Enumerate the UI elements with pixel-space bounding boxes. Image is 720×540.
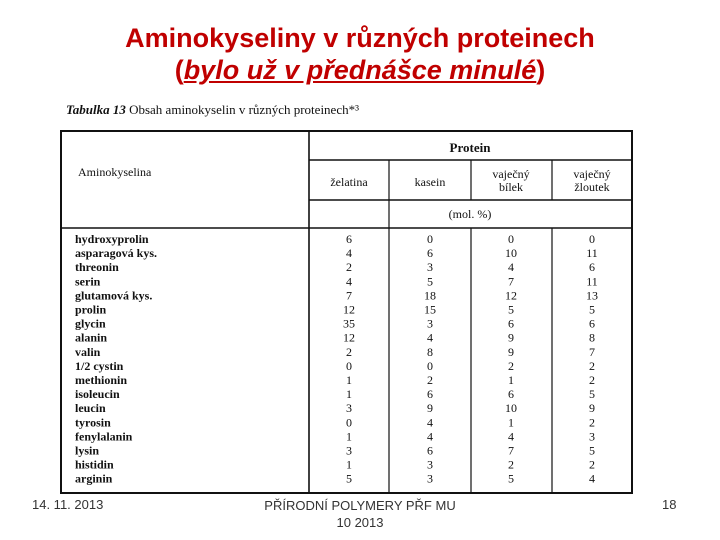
col-header-2-b: bílek — [499, 180, 523, 194]
title-paren-close: ) — [536, 55, 546, 85]
table-cell: 12 — [343, 330, 355, 345]
table-cell: 7 — [508, 443, 514, 458]
table-cell: 3 — [427, 457, 433, 472]
table-cell: 2 — [427, 373, 433, 387]
table-cell: 0 — [346, 358, 352, 373]
table-cell: 11 — [586, 246, 598, 261]
table-cell: 9 — [508, 344, 514, 359]
table-cell: 0 — [427, 358, 433, 373]
table-cell: 3 — [346, 443, 352, 458]
table-cell: 7 — [508, 274, 514, 289]
table-cell: 7 — [346, 288, 352, 303]
row-label: methionin — [75, 373, 128, 387]
table-cell: 10 — [505, 246, 517, 261]
row-label: isoleucin — [75, 387, 120, 402]
row-label: asparagová kys. — [75, 246, 158, 261]
table-cell: 12 — [505, 288, 517, 303]
table-cell: 6 — [427, 387, 433, 402]
table-cell: 5 — [427, 274, 433, 289]
table-cell: 1 — [346, 387, 352, 402]
table-cell: 8 — [589, 330, 595, 345]
table-cell: 4 — [346, 246, 352, 261]
table-cell: 5 — [589, 302, 595, 317]
table-cell: 1 — [346, 373, 352, 387]
table-cell: 5 — [346, 471, 352, 486]
table-cell: 9 — [589, 401, 595, 416]
col-header-3: vaječný — [573, 167, 611, 181]
table-cell: 12 — [343, 302, 355, 317]
table-cell: 4 — [508, 260, 514, 275]
col-header-amino: Aminokyselina — [78, 165, 152, 179]
table-cell: 13 — [586, 288, 598, 303]
table-cell: 15 — [424, 302, 436, 317]
row-label: valin — [75, 344, 101, 359]
col-header-3-b: žloutek — [574, 180, 610, 194]
table-cell: 1 — [346, 429, 352, 444]
table-cell: 0 — [508, 232, 514, 246]
table-cell: 7 — [589, 344, 595, 359]
footer-center-line-1: PŘÍRODNÍ POLYMERY PŘF MU — [264, 498, 456, 513]
table-cell: 6 — [589, 260, 595, 275]
table-caption-text: Obsah aminokyselin v různých proteinech*³ — [129, 102, 359, 117]
scanned-table — [60, 124, 634, 494]
unit-label: (mol. %) — [448, 207, 492, 221]
table-cell: 3 — [346, 401, 352, 416]
row-label: lysin — [75, 443, 100, 458]
table-cell: 2 — [508, 358, 514, 373]
table-cell: 4 — [427, 415, 433, 430]
table-cell: 5 — [589, 443, 595, 458]
footer-center — [240, 497, 480, 531]
table-cell: 4 — [346, 274, 352, 289]
table-cell: 3 — [589, 429, 595, 444]
table-cell: 3 — [427, 471, 433, 486]
row-label: alanin — [75, 330, 108, 345]
table-cell: 4 — [508, 429, 514, 444]
row-label: leucin — [75, 401, 106, 416]
row-label: hydroxyprolin — [75, 232, 149, 246]
table-cell: 9 — [427, 401, 433, 416]
row-label: threonin — [75, 260, 119, 275]
table-cell: 6 — [346, 232, 352, 246]
title-note: bylo už v přednášce minulé — [183, 55, 537, 85]
table-cell: 9 — [508, 330, 514, 345]
table-cell: 6 — [508, 316, 514, 331]
table-cell: 6 — [427, 443, 433, 458]
slide-title — [0, 22, 720, 86]
col-header-1: kasein — [414, 175, 446, 189]
table-cell: 4 — [427, 330, 433, 345]
table-cell: 5 — [508, 302, 514, 317]
row-label: tyrosin — [75, 415, 111, 430]
row-label: prolin — [75, 302, 107, 317]
row-label: glycin — [75, 316, 106, 331]
table-cell: 10 — [505, 401, 517, 416]
table-cell: 2 — [346, 260, 352, 275]
table-cell: 8 — [427, 344, 433, 359]
table-cell: 4 — [427, 429, 433, 444]
col-header-0: želatina — [330, 175, 368, 189]
table-cell: 2 — [346, 344, 352, 359]
table-cell: 11 — [586, 274, 598, 289]
title-line-1: Aminokyseliny v různých proteinech — [125, 23, 595, 53]
table-caption-label: Tabulka 13 — [66, 102, 126, 117]
title-paren-open: ( — [174, 55, 184, 85]
table-cell: 35 — [343, 316, 355, 331]
table-cell: 1 — [508, 373, 514, 387]
table-cell: 2 — [589, 457, 595, 472]
footer-center-line-2: 10 2013 — [336, 515, 384, 530]
table-cell: 1 — [508, 415, 514, 430]
col-header-2: vaječný — [492, 167, 530, 181]
table-cell: 0 — [589, 232, 595, 246]
table-cell: 6 — [508, 387, 514, 402]
row-label: histidin — [75, 457, 114, 472]
table-cell: 4 — [589, 471, 595, 486]
row-label: arginin — [75, 471, 113, 486]
row-label: serin — [75, 274, 101, 289]
table-body — [75, 232, 598, 486]
table-cell: 0 — [346, 415, 352, 430]
table-cell: 3 — [427, 260, 433, 275]
table-cell: 3 — [427, 316, 433, 331]
table-cell: 2 — [589, 358, 595, 373]
table-cell: 18 — [424, 288, 436, 303]
table-cell: 2 — [589, 415, 595, 430]
footer-page-number: 18 — [662, 497, 677, 512]
table-cell: 2 — [589, 373, 595, 387]
table-cell: 0 — [427, 232, 433, 246]
row-label: 1/2 cystin — [75, 358, 124, 373]
table-caption — [66, 102, 359, 118]
group-header-protein: Protein — [449, 140, 491, 155]
table-cell: 6 — [427, 246, 433, 261]
table-cell: 1 — [346, 457, 352, 472]
title-line-2 — [0, 54, 720, 86]
row-label: glutamová kys. — [75, 288, 153, 303]
table-cell: 5 — [508, 471, 514, 486]
footer-date: 14. 11. 2013 — [32, 497, 104, 512]
table-cell: 2 — [508, 457, 514, 472]
row-label: fenylalanin — [75, 429, 133, 444]
table-cell: 5 — [589, 387, 595, 402]
table-cell: 6 — [589, 316, 595, 331]
